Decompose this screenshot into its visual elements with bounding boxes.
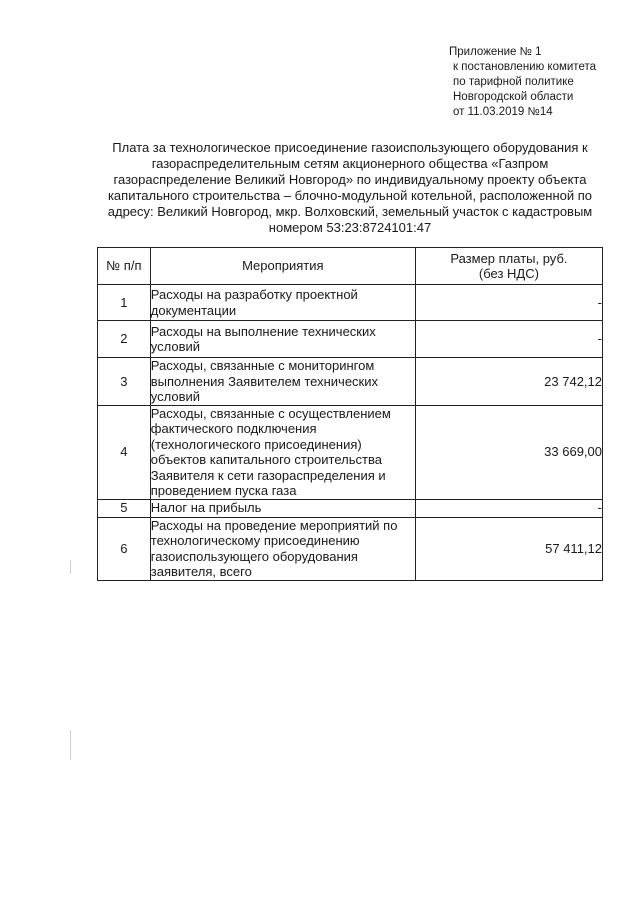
row-number: 4 <box>98 405 151 499</box>
row-amount: - <box>415 499 602 517</box>
row-amount: 33 669,00 <box>415 405 602 499</box>
activity-line: Заявителя к сети газораспределения и <box>150 467 386 483</box>
activity-line: Налог на прибыль <box>150 500 262 516</box>
row-number: 3 <box>98 358 151 406</box>
row-number: 5 <box>98 499 151 517</box>
title-line: газораспределительным сетям акционерного общества «Газпром <box>151 156 549 171</box>
table-row <box>98 517 603 580</box>
row-activity <box>150 499 415 517</box>
table-row <box>98 321 603 358</box>
scan-artifact <box>70 730 71 760</box>
activity-line: газоиспользующего оборудования <box>150 548 358 564</box>
row-number: 1 <box>98 285 151 321</box>
appendix-line: от 11.03.2019 №14 <box>453 106 553 118</box>
appendix-line: по тарифной политике <box>453 76 574 88</box>
activity-line: Расходы на проведение мероприятий по <box>150 517 398 533</box>
scan-artifact <box>70 560 71 574</box>
activity-line: Расходы, связанные с осуществлением <box>150 405 391 421</box>
row-activity <box>150 358 415 406</box>
appendix-block <box>449 45 634 120</box>
row-activity <box>150 321 415 358</box>
table-row <box>98 405 603 499</box>
header-amount-line: (без НДС) <box>478 266 539 281</box>
activity-line: Расходы, связанные с мониторингом <box>150 358 375 373</box>
activity-line: Расходы на разработку проектной <box>150 287 358 302</box>
row-activity <box>150 405 415 499</box>
title-line: капитального строительства – блочно-модульной котельной, расположенной по <box>107 188 593 203</box>
row-number: 6 <box>98 517 151 580</box>
table-row <box>98 358 603 406</box>
row-number: 2 <box>98 321 151 358</box>
title-line: адресу: Великий Новгород, мкр. Волховский, земельный участок с кадастровым <box>107 204 593 219</box>
row-amount: - <box>415 321 602 358</box>
appendix-line: Приложение № 1 <box>449 46 542 58</box>
title-line: газораспределение Великий Новгород» по индивидуальному проекту объекта <box>113 172 587 187</box>
activity-line: технологическому присоединению <box>150 533 360 548</box>
row-activity <box>150 285 415 321</box>
activity-line: Расходы на выполнение технических <box>150 323 376 339</box>
row-amount: - <box>415 285 602 321</box>
appendix-line: Новгородской области <box>453 91 574 103</box>
fees-table <box>97 247 603 581</box>
header-amount <box>415 248 602 285</box>
document-title <box>100 140 600 236</box>
header-activity: Мероприятия <box>150 248 415 285</box>
header-amount-line: Размер платы, руб. <box>450 250 568 266</box>
activity-line: проведением пуска газа <box>150 483 297 498</box>
row-activity <box>150 517 415 580</box>
table-row <box>98 285 603 321</box>
activity-line: объектов капитального строительства <box>150 452 382 467</box>
title-line: номером 53:23:8724101:47 <box>268 220 432 235</box>
activity-line: (технологического присоединения) <box>150 436 362 452</box>
header-number: № п/п <box>98 248 151 285</box>
activity-line: заявителя, всего <box>150 564 252 579</box>
table-row <box>98 499 603 517</box>
activity-line: документации <box>150 302 237 318</box>
activity-line: условий <box>150 389 201 404</box>
activity-line: выполнения Заявителем технических <box>150 373 378 389</box>
table-header-row <box>98 248 603 285</box>
row-amount: 23 742,12 <box>415 358 602 406</box>
title-line: Плата за технологическое присоединение газоиспользующего оборудования к <box>112 140 588 155</box>
activity-line: условий <box>150 339 201 354</box>
appendix-line: к постановлению комитета <box>453 61 596 73</box>
row-amount: 57 411,12 <box>415 517 602 580</box>
activity-line: фактического подключения <box>150 421 317 436</box>
